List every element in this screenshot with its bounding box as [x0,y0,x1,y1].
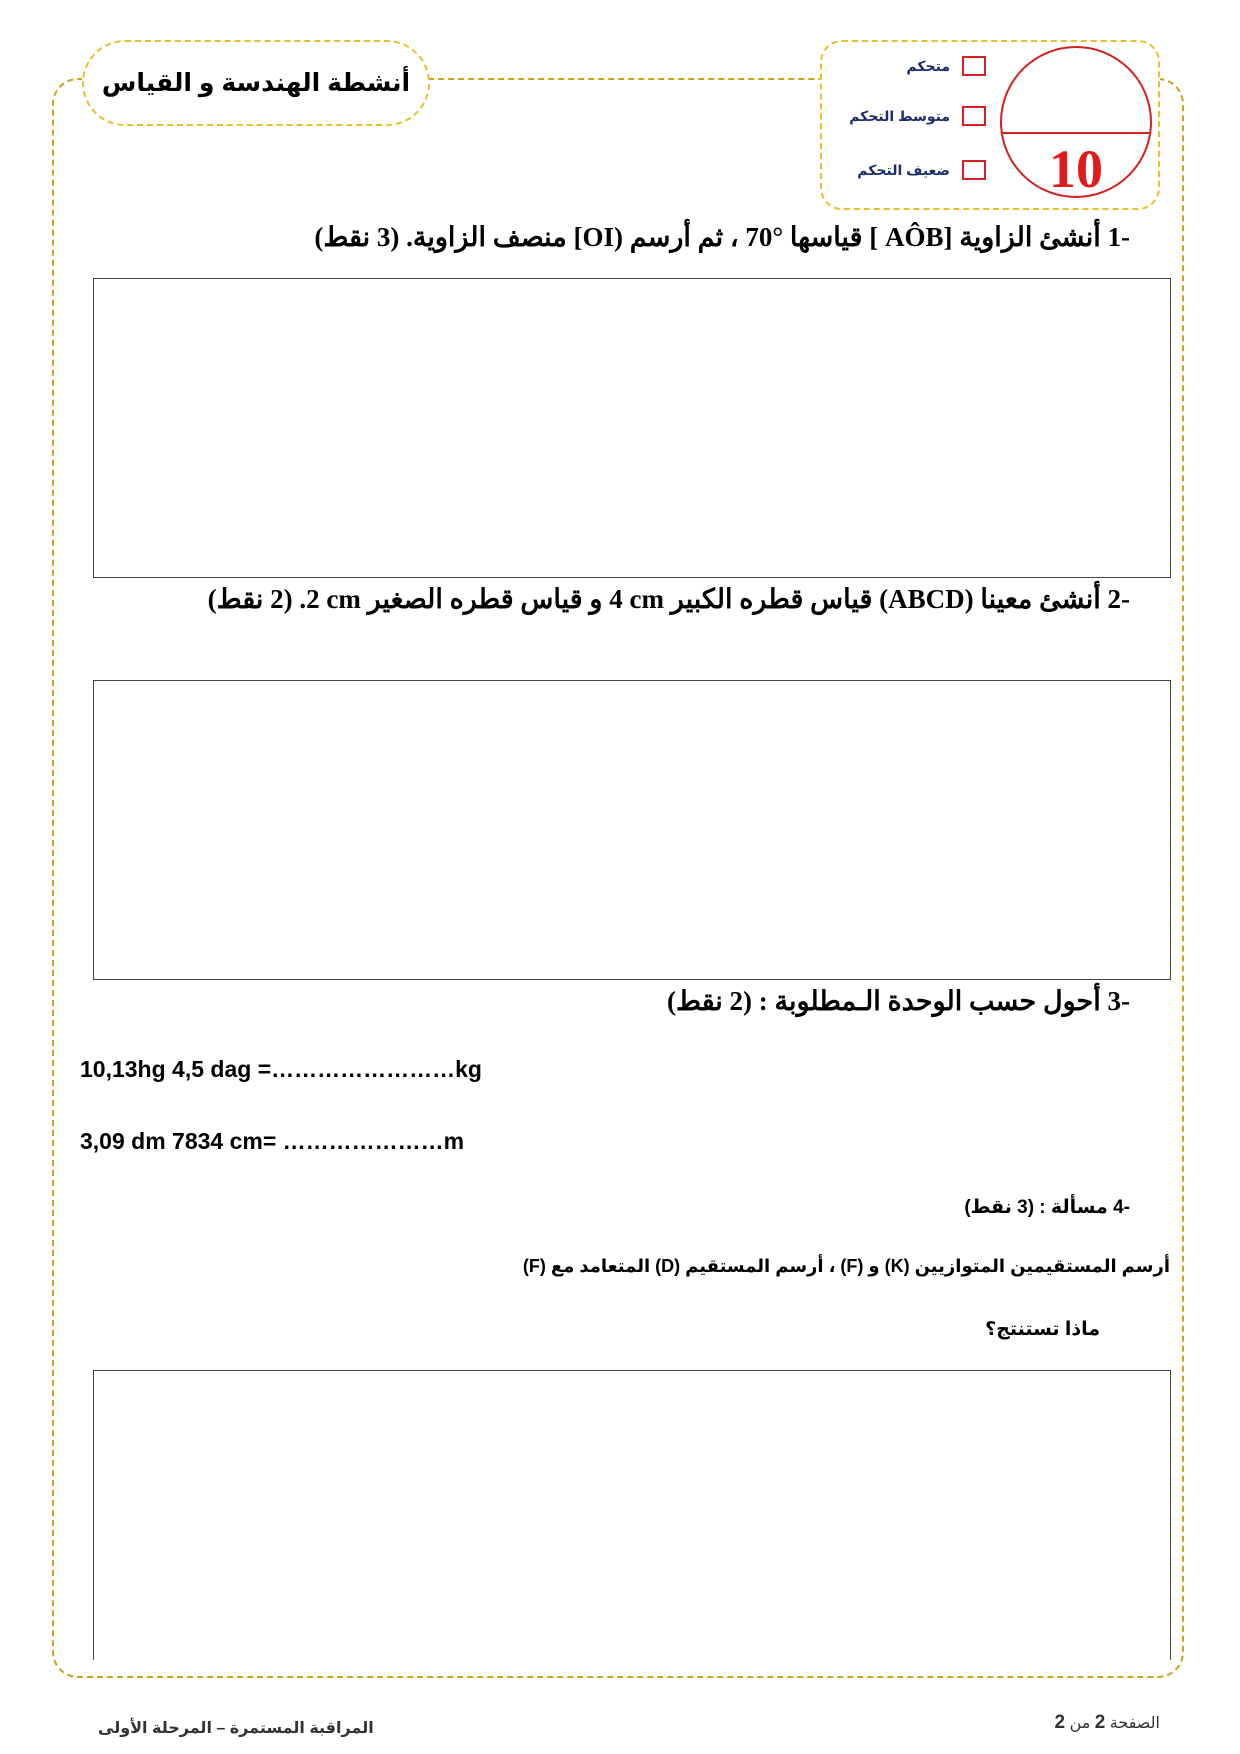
page-current: 2 [1094,1712,1106,1733]
page-total: 2 [1054,1712,1066,1733]
score-circle [1000,46,1152,198]
answer-box-1[interactable] [93,278,1171,578]
question-number: -3 [1107,986,1130,1016]
question-number: -2 [1107,584,1130,614]
page-of: من [1069,1715,1091,1732]
question-text: ، ثم أرسم [623,222,746,252]
level-checkbox[interactable] [962,56,986,76]
level-label: متوسط التحكم [849,108,950,124]
shape-name: (ABCD) [879,584,974,614]
section-title-badge [82,40,430,126]
bisector-name: [OI) [573,222,623,252]
question-text: قياسها [783,222,870,252]
page-label: الصفحة [1109,1715,1160,1732]
question-text: . (2 نقط) [207,584,307,614]
conversion-line-2[interactable]: 3,09 dm 7834 cm= …………………m [80,1128,465,1154]
question-number: -4 [1113,1197,1130,1218]
question-text: منصف الزاوية. (3 نقط) [314,222,574,252]
question-4-instruction: أرسم المستقيمين المتوازيين (K) و (F) ، أرسم المستقيم (D) المتعامد مع (F) [522,1256,1170,1276]
level-weak[interactable] [820,160,986,188]
small-diagonal: 2 cm [306,584,361,614]
question-2 [208,584,1130,615]
big-diagonal: 4 cm [609,584,664,614]
level-label: ضعيف التحكم [857,162,950,178]
answer-box-4[interactable] [93,1370,1171,1660]
question-title: مسألة : (3 نقط) [964,1197,1114,1218]
question-number: -1 [1107,222,1130,252]
level-mastered[interactable] [820,56,986,84]
answer-box-2[interactable] [93,680,1171,980]
angle-name: [ AÔB] [869,222,953,252]
question-text: أنشئ معينا [973,584,1108,614]
conversion-line-1[interactable]: 10,13hg 4,5 dag =……………………kg [80,1056,482,1082]
level-label: متحكم [906,58,950,74]
question-text: قياس قطره الكبير [663,584,880,614]
score-total: 10 [1049,139,1103,198]
question-text: أحول حسب الوحدة الـمطلوبة : (2 نقط) [666,986,1108,1016]
level-checkbox[interactable] [962,160,986,180]
score-divider [1002,132,1150,134]
question-4-prompt: ماذا تستنتج؟ [985,1319,1100,1340]
question-4 [964,1196,1130,1219]
question-1 [314,222,1130,253]
section-title: أنشطة الهندسة و القياس [101,69,411,97]
question-3 [667,986,1130,1017]
angle-measure: 70° [745,222,784,252]
level-medium[interactable] [820,106,986,134]
question-text: و قياس قطره الصغير [360,584,610,614]
footer-title: المراقبة المستمرة – المرحلة الأولى [98,1720,374,1737]
level-checkbox[interactable] [962,106,986,126]
question-text: أنشئ الزاوية [952,222,1108,252]
page-number [1055,1712,1160,1734]
